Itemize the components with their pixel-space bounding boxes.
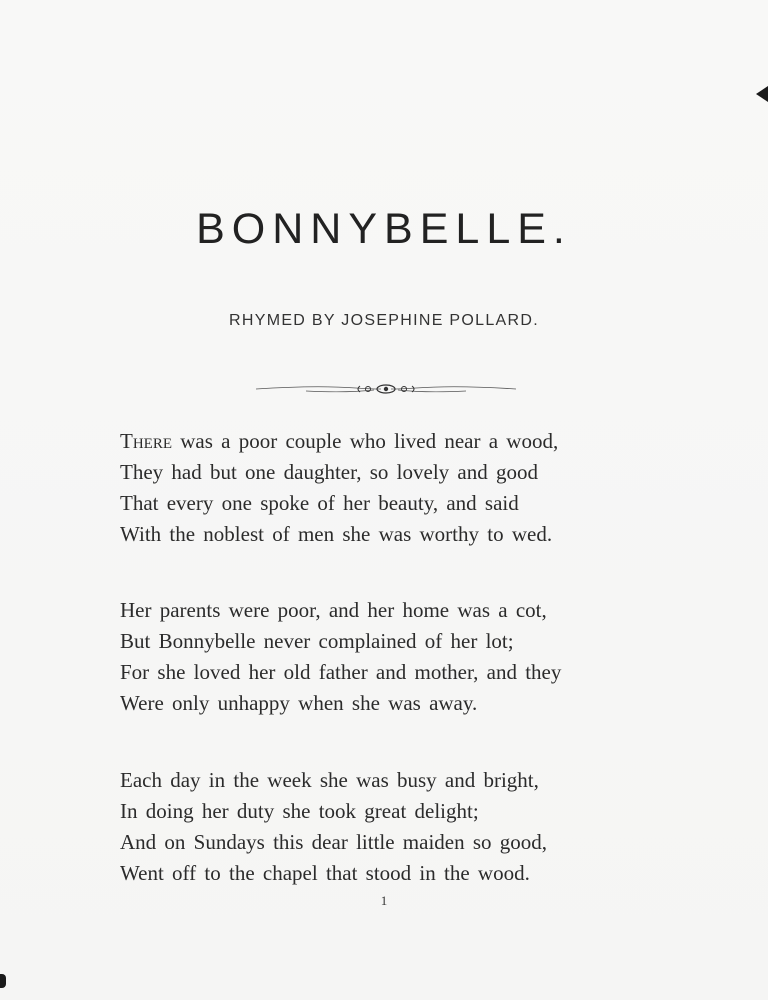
poem-line: But Bonnybelle never complained of her lot;: [120, 629, 514, 653]
page-title: BONNYBELLE.: [196, 205, 572, 253]
poem-line: There was a poor couple who lived near a wood,: [120, 429, 559, 453]
author-byline: RHYMED BY JOSEPHINE POLLARD.: [229, 312, 539, 329]
poem-line: Went off to the chapel that stood in the wood.: [120, 861, 530, 885]
poem-line: Were only unhappy when she was away.: [120, 691, 478, 715]
poem-line: Her parents were poor, and her home was a cot,: [120, 598, 547, 622]
poem-line: Each day in the week she was busy and bright,: [120, 768, 539, 792]
poem-stanza: [120, 765, 680, 889]
poem-line: And on Sundays this dear little maiden so good,: [120, 830, 548, 854]
poem-stanza: [120, 426, 680, 550]
poem-stanza: [120, 595, 680, 719]
poem-line: For she loved her old father and mother, and they: [120, 660, 562, 684]
poem-line: With the noblest of men she was worthy to wed.: [120, 522, 553, 546]
poem-line: They had but one daughter, so lovely and good: [120, 460, 538, 484]
poem-line: That every one spoke of her beauty, and said: [120, 491, 519, 515]
page-edge-mark: [0, 974, 6, 988]
ornament-divider-icon: [256, 379, 516, 399]
page-number: 1: [380, 893, 388, 908]
page-edge-mark: [756, 86, 768, 102]
poem-line: In doing her duty she took great delight;: [120, 799, 479, 823]
